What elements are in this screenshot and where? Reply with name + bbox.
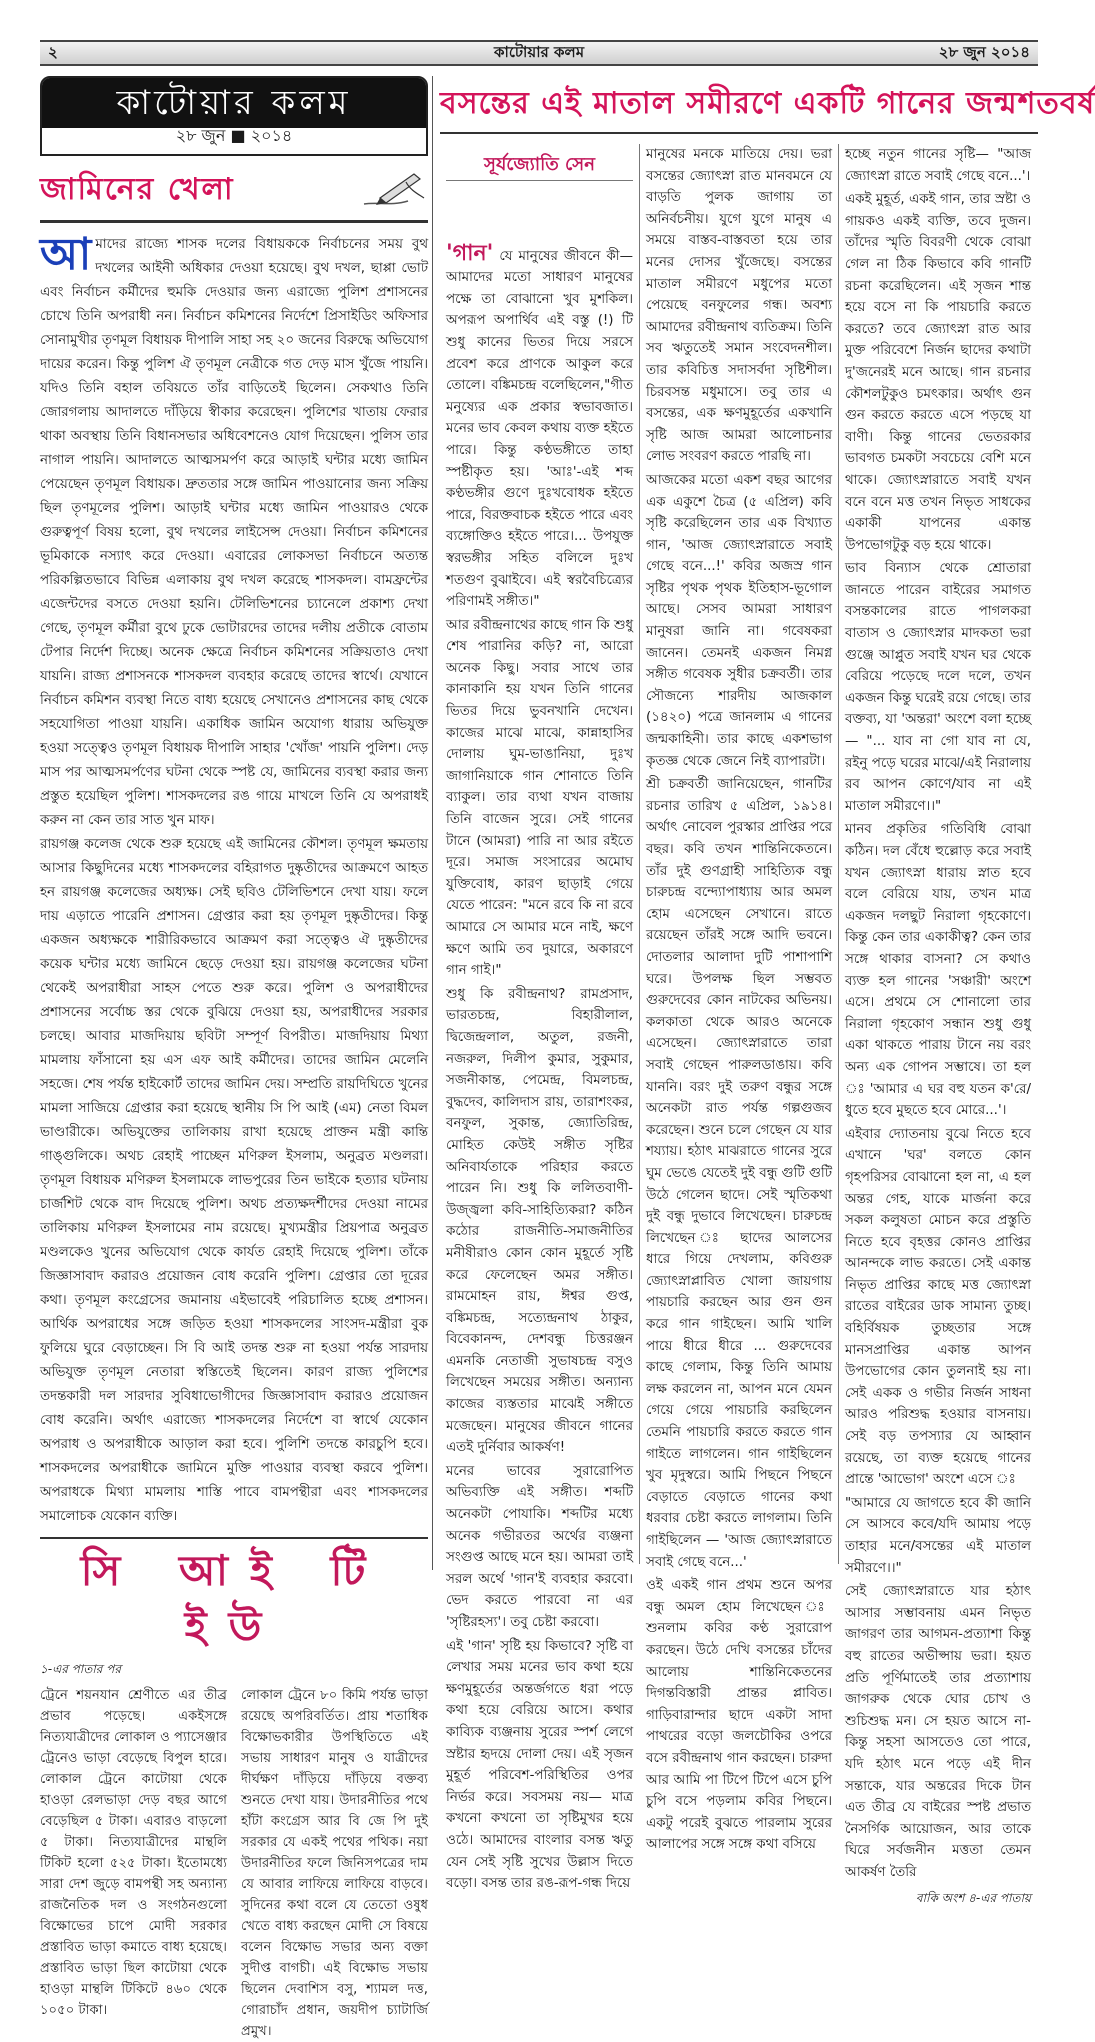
editorial-title: জামিনের খেলা (40, 171, 235, 207)
feature-col1-para-3: শুধু কি রবীন্দ্রনাথ? রামপ্রসাদ, ভারতচন্দ্র, বিহারীলাল, দ্বিজেন্দ্রলাল, অতুল, রজনী, নজরুল, দিলীপ কুমার, সুকুমার, সজনীকান্ত, পেমেন্দ্র, বিমলচন্দ্র, বুদ্ধদেব, কালিদাস রায়, তারাশংকর, বনফুল, সুকান্ত, জ্যোতিরিন্দ্র, মোহিত কেউই সঙ্গীত সৃষ্টির অনিবার্যতাকে পরিহার করতে পারেন নি। শুধু কি ললিতবাণী-উজ্জ্বলা কবি-সাহিত্যিকরা? কঠিন কঠোর রাজনীতি-সমাজনীতির মনীষীরাও কোন কোন মুহূর্তে সৃষ্টি করে ফেলেছেন অমর সঙ্গীত। রামমোহন রায়, ঈশ্বর গুপ্ত, বঙ্কিমচন্দ্র, সত্যেন্দ্রনাথ ঠাকুর, বিবেকানন্দ, দেশবন্ধু চিত্তরঞ্জন এমনকি নেতাজী সুভাষচন্দ্র বসুও লিখেছেন সময়ের সঙ্গীত। অন্যান্য কাজের ব্যস্ততার মাঝেই সঙ্গীতে মজেছেন। মানুষের জীবনে গানের এতই দুর্নিবার আকর্ষণ! (446, 986, 633, 1456)
lead-word: 'গান' (446, 240, 494, 266)
feature-col3-para-5: এইবার দ্যোতনায় বুঝে নিতে হবে এখানে 'ঘর' বলতে কোন গৃহপরিসর বোঝানো হল না, এ হল অন্তর গেহ, যাকে মার্জনা করে সকল কলুষতা মোচন করে প্রস্তুতি নিতে হবে বৃহত্তর কোনও প্রাপ্তির আনন্দকে লাভ করতে। সেই একান্ত নিভৃত প্রাপ্তির কাছে মত্ত জ্যোৎস্না রাতের বাইরের ডাক সামান্য তুচ্ছ। বহির্বিষয়ক তুচ্ছতার সঙ্গে মানসপ্রাপ্তির একান্ত আপন উপভোগের কোন তুলনাই হয় না। সেই একক ও গভীর নির্জন সাধনা আরও পরিশুদ্ধ হওয়ার বাসনায়। সেই বড় তপস্যার যে আহ্বান রয়েছে, তা ব্যক্ত হয়েছে গানের প্রান্তে 'আভোগ' অংশে এসে ঃ (845, 1126, 1031, 1488)
feature-col1-para-5: এই 'গান' সৃষ্টি হয় কিভাবে? সৃষ্টি বা লেখার সময় মনের ভাব কথা হয়ে ক্ষণমুহূর্তের অন্তর্জগতে ধরা পড়ে কথা হয়ে বেরিয়ে আসে। কথার কাব্যিক ব্যঞ্জনায় সুরের স্পর্শ লেগে স্রষ্টার হৃদয়ে দোলা দেয়। এই সৃজন মুহূর্ত পরিবেশ-পরিস্থিতির ওপর নির্ভর করে। সবসময় নয়— মাত্র কখনো কখনো তা সৃষ্টিমুখর হয়ে ওঠে। আমাদের বাংলার বসন্ত ঋতু যেন সেই সৃষ্টি সুখের উল্লাস দিতে বড়ো। বসন্ত তার রঙ-রূপ-গন্ধ দিয়ে (446, 1638, 633, 1892)
feature-col1-para-1-text: যে মানুষের জীবনে কী— আমাদের মতো সাধারণ মানুষের পক্ষে তা বোঝানো খুব মুশকিল। অপরূপ অপার্থিব এই বস্তু (!) টি শুধু কানের ভিতর দিয়ে সরসে প্রবেশ করে প্রাণকে আকুল করে তোলে। বঙ্কিমচন্দ্র বলেছিলেন,"গীত মনুষ্যের এক প্রকার স্বভাবজাত। মনের ভাব কেবল কথায় ব্যক্ত হইতে পারে। কিন্তু কণ্ঠভঙ্গীতে তাহা স্পষ্টীকৃত হয়। 'আঃ'-এই শব্দ কণ্ঠভঙ্গীর গুণে দুঃখবোধক হইতে পারে, বিরক্তবাচক হইতে পারে এবং ব্যঙ্গোক্তিও হইতে পারে।... উপযুক্ত স্বরভঙ্গীর সহিত বলিলে দুঃখ শতগুণ বুঝাইবে। এই স্বরবৈচিত্র্যের পরিণামই সঙ্গীত।" (446, 248, 633, 610)
feature-article (440, 76, 1095, 1905)
feature-column-1 (440, 144, 639, 1892)
masthead-date: ২৮ জুন ■ ২০১৪ (175, 126, 293, 145)
feature-col1-para-1 (446, 240, 633, 613)
citu-column-2: লোকাল ট্রেনে ৮০ কিমি পর্যন্ত ভাড়া রয়েছে অপরিবর্তিত। প্রায় শতাধিক বিক্ষোভকারীর উপস্থিতিতে এই সভায় সাধারণ মানুষ ও যাত্রীদের দীর্ঘক্ষণ দাঁড়িয়ে দাঁড়িয়ে বক্তব্য শুনতে দেখা যায়। উদারনীতির পথে হাঁটা কংগ্রেস আর বি জে পি দুই সরকার যে একই পথের পথিক। নয়া উদারনীতির ফলে জিনিসপত্রের দাম যে আবার লাফিয়ে লাফিয়ে বাড়বে। সুদিনের কথা বলে যে তেতো ওষুধ খেতে বাধ্য করছেন মোদী সে বিষয়ে বলেন বিক্ষোভ সভার অন্য বক্তা সুদীপ্ত বাগচী। এই বিক্ষোভ সভায় ছিলেন দেবাশিস বসু, শ্যামল দত্ত, গোরাচাঁদ প্রধান, জয়দীপ চ্যাটার্জি প্রমুখ। (241, 1688, 428, 2039)
feature-col2-para-2: আজকের মতো একশ বছর আগের এক একুশে চৈত্র (৫ এপ্রিল) কবি সৃষ্টি করেছিলেন তার এক বিখ্যাত গান, 'আজ জ্যোৎস্নারাতে সবাই গেছে বনে...!' কবির অজস্র গান সৃষ্টির পৃথক পৃথক ইতিহাস-ভূগোল আছে। সেসব আমরা সাধারণ মানুষরা জানি না। গবেষকরা জানেন। তেমনই একজন নিমগ্ন সঙ্গীত গবেষক সুধীর চক্রবর্তী। তার সৌজন্যে শারদীয় আজকাল (১৪২০) পত্রে জানলাম এ গানের জন্মকাহিনী। তার কাছে একশভাগ কৃতজ্ঞ থেকে জেনে নিই ব্যাপারটা। (646, 472, 832, 769)
editorial-rule (40, 220, 428, 223)
header-date: ২৮ জুন ২০১৪ (938, 42, 1030, 61)
feature-col2-para-4: ওই একই গান প্রথম শুনে অপর বন্ধু অমল হোম লিখেছেন ঃ শুনলাম কবির কণ্ঠ সুরারোপ করছেন। উঠে দেখি বসন্তের চাঁদের আলোয় শান্তিনিকেতনের দিগন্তবিস্তারী প্রান্তর প্লাবিত। গাড়িবারান্দার ছাদে একটা সাদা পাথরের বড়ো জলচৌকির ওপরে বসে রবীন্দ্রনাথ গান করছেন। চারুদা আর আমি পা টিপে টিপে এসে চুপি চুপি বসে পড়লাম কবির পিছনে। একটু পরেই বুঝতে পারলাম সুরের আলাপের সঙ্গে সঙ্গে কথা বসিয়ে (646, 1578, 832, 1853)
feature-columns (440, 144, 1038, 1905)
editorial-paragraph-1-text: মাদের রাজ্যে শাসক দলের বিধায়ককে নির্বাচনের সময় বুথ দখলের আইনী অধিকার দেওয়া হয়েছে। বুথ দখল, ছাপ্পা ভোট এবং নির্বাচন কর্মীদের হুমকি দেওয়ার জন্য এরাজ্যে পুলিশ প্রশাসনের চোখে তিনি অপরাধী নন। নির্বাচন কমিশনের নির্দেশে প্রিসাইডিং অফিসার সোনামুখীর তৃণমূল বিধায়ক দীপালি সাহা সহ ২০ জনের বিরুদ্ধে অভিযোগ দায়ের করেন। কিন্তু পুলিশ ঐ তৃণমূল নেত্রীকে গত দেড় মাস খুঁজে পায়নি। যদিও তিনি বহাল তবিয়তে তাঁর বাড়িতেই ছিলেন। সেকথাও তিনি জোরগলায় আদালতে দাঁড়িয়ে স্বীকার করেছেন। পুলিশের খাতায় ফেরার থাকা অবস্থায় তিনি বিধানসভার অধিবেশনেও যোগ দিয়েছেন। পুলিস তার নাগাল পায়নি। আদালতে আত্মসমর্পণ করে আড়াই ঘন্টার মধ্যে জামিন পেয়েছেন তৃণমূল বিধায়ক। দ্রুততার সঙ্গে জামিন পাওয়ানোর জন্য সক্রিয় ছিল তৃণমূলের পুলিশ। আড়াই ঘন্টার মধ্যে জামিন পাওয়ারও থেকে গুরুত্বপূর্ণ বিষয় হলো, বুথ দখলের লাইসেন্স দেওয়া। নির্বাচন কমিশনের ভূমিকাকে নস্যাৎ করে দেওয়া। এবারের লোকসভা নির্বাচনে অত্যন্ত পরিকল্পিতভাবে বিভিন্ন এলাকায় বুথ দখল করেছে শাসকদল। বামফ্রন্টের এজেন্টদের বসতে দেওয়া হয়নি। টেলিভিশনের চ্যানেলে প্রকাশ্য দেখা গেছে, তৃণমূল কর্মীরা বুথে ঢুকে ভোটারদের তাদের দলীয় প্রতীকে বোতাম টেপার নির্দেশ দিচ্ছে। অনেক ক্ষেত্রে নির্বাচন কমিশনের সক্রিয়তাও দেখা যায়নি। রাজ্য প্রশাসনকে শাসকদল ব্যবহার করেছে তাদের স্বার্থে। যেখানে নির্বাচন কমিশন ব্যবস্থা নিতে বাধ্য হয়েছে সেখানেও প্রশাসনের কাছ থেকে সহযোগিতা পাওয়া যায়নি। একাধিক জামিন অযোগ্য ধারায় অভিযুক্ত হওয়া সত্ত্বেও তৃণমূল বিধায়ক দীপালি সাহার 'খোঁজ' পায়নি পুলিশ। দেড় মাস পর আত্মসমর্পণের ঘটনা থেকে স্পষ্ট যে, জামিনের ব্যবস্থা করার জন্য প্রস্তুত হয়েছিল পুলিশ। শাসকদলের রঙ গায়ে মাখলে তিনি যে অপরাধই করুন না কেন তার সাত খুন মাফ। (40, 237, 428, 828)
feature-col3-para-6: "আমারে যে জাগতে হবে কী জানি সে আসবে কবে/যদি আমায় পড়ে তাহার মনে/বসন্তের এই মাতাল সমীরণে।।" (845, 1495, 1031, 1576)
pen-writing-icon (358, 168, 428, 212)
citu-column-1: ট্রেনে শয়নযান শ্রেণীতে এর তীব্র প্রভাব পড়েছে। একইসঙ্গে নিত্যযাত্রীদের লোকাল ও প্যাসেঞ্জার ট্রেনেও ভাড়া বেড়েছে বিপুল হারে। লোকাল ট্রেনে কাটোয়া থেকে হাওড়া রেলভাড়া দেড় বছর আগে বেড়েছিল ৫ টাকা। এবারও বাড়লো ৫ টাকা। নিত্যযাত্রীদের মান্থলি টিকিট হলো ৫২৫ টাকা। ইতোমধ্যে সারা দেশ জুড়ে বামপন্থী সহ অন্যান্য রাজনৈতিক দল ও সংগঠনগুলো বিক্ষোভের চাপে মোদী সরকার প্রস্তাবিত ভাড়া কমাতে বাধ্য হয়েছে। প্রস্তাবিত ভাড়া ছিল কাটোয়া থেকে হাওড়া মান্থলি টিকিটে ৪৬০ থেকে ১০৫০ টাকা। (40, 1688, 227, 2018)
feature-col3-para-7: সেই জ্যোৎস্নারাতে যার হঠাৎ আসার সম্ভাবনায় এমন নিভৃত জাগরণ তার আগমন-প্রত্যাশা কিন্তু বহু রাতের অভীপ্সায় ভরা। হয়ত প্রতি পূর্ণিমাতেই তার প্রত্যাশায় জাগরুক থেকে ঘোর চোখ ও শুচিশুদ্ধ মন। সে হয়ত আসে না-কিন্তু সহসা আসতেও তো পারে, যদি হঠাৎ মনে পড়ে এই দীন সন্তাকে, যার অন্তরের দিকে টান এত তীব্র যে বাইরের স্পষ্ট প্রভাত নৈসর্গিক আয়োজন, আর তাকে ঘিরে সর্বজনীন মত্ততা তেমন আকর্ষণ তৈরি (845, 1584, 1031, 1880)
header-paper-name: কাটোয়ার কলম (493, 42, 585, 61)
left-column (40, 76, 428, 2039)
masthead (40, 76, 428, 156)
editorial-dropcap: আ (40, 229, 92, 280)
feature-byline: সূর্যজ্যোতি সেন (446, 144, 633, 181)
feature-headline: বসন্তের এই মাতাল সমীরণে একটি গানের জন্মশতবর্ষ (440, 76, 1038, 134)
column-divider (432, 76, 433, 1570)
editorial-paragraph-2: রায়গঞ্জ কলেজ থেকে শুরু হয়েছে এই জামিনের কৌশল। তৃণমূল ক্ষমতায় আসার কিছুদিনের মধ্যে শাসকদলের বহিরাগত দুষ্কৃতীদের আক্রমণে আহত হন রায়গঞ্জ কলেজের অধ্যক্ষ। সেই ছবিও টেলিভিশনে দেখা যায়। ফলে দায় এড়াতে পারেনি প্রশাসন। গ্রেপ্তার করা হয় তৃণমূল দুষ্কৃতীদের। কিন্তু একজন অধ্যক্ষকে শারীরিকভাবে আক্রমণ করা সত্ত্বেও ঐ দুষ্কৃতীদের কয়েক ঘন্টার মধ্যে জামিনে ছেড়ে দেওয়া হয়। রায়গঞ্জ কলেজের ঘটনা থেকেই অপরাধীরা সাহস পেতে শুরু করে। পুলিশ ও অপরাধীদের প্রশাসনের সর্বোচ্চ স্তর থেকে বুঝিয়ে দেওয়া হয়, অপরাধীদের সরকার চলছে। আবার মাজদিয়ায় ছবিটা সম্পূর্ণ বিপরীত। মাজদিয়ায় মিথ্যা মামলায় ফাঁসানো হয় এস এফ আই কর্মীদের। তাদের জামিন মেলেনি সহজে। শেষ পর্যন্ত হাইকোর্ট তাদের জামিন দেয়। সম্প্রতি রায়দিঘিতে খুনের মামলা সাজিয়ে গ্রেপ্তার করা হয়েছে স্থানীয় সি পি আই (এম) নেতা বিমল ভাণ্ডারীকে। অভিযুক্তের তালিকায় রাখা হয়েছে প্রাক্তন মন্ত্রী কান্তি গাঙ্গুলিকে। অথচ রেহাই পাচ্ছেন মণিরুল ইসলাম, অনুব্রত মণ্ডলরা। তৃণমূল বিধায়ক মণিরুল ইসলামকে লাভপুরের তিন ভাইকে হত্যার ঘটনায় চার্জশিট থেকে বাদ দিয়েছে পুলিশ। অথচ প্রত্যক্ষদর্শীদের দেওয়া নামের তালিকায় মণিরুল ইসলামের নাম রয়েছে। মুখ্যমন্ত্রীর প্রিয়পাত্র অনুব্রত মণ্ডলকেও খুনের অভিযোগ থেকে কার্যত রেহাই দিয়েছে পুলিশ। তাঁকে জিজ্ঞাসাবাদ করারও প্রয়োজন বোধ করেনি পুলিশ। গ্রেপ্তার তো দূরের কথা। তৃণমূল কংগ্রেসের জমানায় এইভাবেই পরিচালিত হচ্ছে প্রশাসন। আর্থিক অপরাধের সঙ্গে জড়িত হওয়া শাসকদলের সাংসদ-মন্ত্রীরা বুক ফুলিয়ে ঘুরে বেড়াচ্ছেন। সি বি আই তদন্ত শুরু না হওয়া পর্যন্ত সারদায় অভিযুক্ত তৃণমূল নেতারা স্বস্তিতেই ছিলেন। কারণ রাজ্য পুলিশের তদন্তকারী দল সারদার সুবিধাভোগীদের জিজ্ঞাসাবাদ করারও প্রয়োজন বোধ করেনি। অর্থাৎ এরাজ্যে শাসকদলের নির্দেশে বা স্বার্থে যেকোন অপরাধ ও অপরাধীকে আড়াল করা হবে। পুলিশি তদন্তে কারচুপি হবে। শাসকদলের অপরাধীকে জামিনে মুক্তি পাওয়ার ব্যবস্থা করবে পুলিশ। অপরাধকে মিথ্যা মামলায় শাস্তি পাবে বামপন্থীরা এবং শাসকদলের সমালোচক যেকোন ব্যক্তি। (40, 837, 428, 1524)
page-number: ২ (48, 42, 58, 61)
editorial-header (40, 168, 428, 212)
feature-col3-para-4: মানব প্রকৃতির গতিবিধি বোঝা কঠিন। দল বেঁধে হুল্লোড় করে সবাই যখন জ্যোৎস্না ধারায় স্নাত হবে বলে বেরিয়ে যায়, তখন মাত্র একজন দলছুট নিরালা গৃহকোণে। কিন্তু কেন তার একাকীত্ব? কেন তার সঙ্গে থাকার বাসনা? সে কথাও ব্যক্ত হল গানের 'সঞ্চারী' অংশে এসে। প্রথমে সে শোনালো তার নিরালা গৃহকোণ সন্ধান শুধু গুধু একা থাকতে পারায় টানে নয় বরং অন্য এক গোপন সম্ভাষে। তা হল ঃ 'আমার এ ঘর বহু যতন ক'রে/ধুতে হবে মুছতে হবে মোরে...'। (845, 822, 1031, 1119)
citu-rule (40, 1537, 428, 1539)
feature-col1-para-4: মনের ভাবের সুরারোপিত অভিব্যক্তি এই সঙ্গীত। শব্দটি অনেকটা পোযাকি। শব্দটির মধ্যে অনেক গভীরতর অর্থের ব্যঞ্জনা সংগুপ্ত আছে মনে হয়। আমরা তাই সরল অর্থে 'গান'ই ব্যবহার করবো। ভেদ করতে পারবো না এর 'সৃষ্টিরহস্য'। তবু চেষ্টা করবো। (446, 1463, 633, 1630)
feature-col3-para-2: একই মুহূর্ত, একই গান, তার স্রষ্টা ও গায়কও একই ব্যক্তি, তবে দুজন। তাঁদের স্মৃতি বিবরণী থেকে বোঝা গেল না ঠিক কিভাবে কবি গানটি রচনা করেছিলেন। এই সৃজন শান্ত হয়ে বসে না কি পায়চারি করতে করতে? তবে জ্যোৎস্না রাত আর মুক্ত পরিবেশে নির্জন ছাদের কথাটা দু'জনেরই মনে আছে। গান রচনার কৌশলটুকুও চমৎকার। অর্থাৎ গুন গুন করতে করতে এসে পড়ছে যা বাণী। কিন্তু গানের ভেতরকার ভাবগত চমকটা সবচেয়ে বেশি মনে থাকে। জ্যোৎস্নারাতে সবাই যখন বনে বনে মত্ত তখন নিভৃত সাধকের একাকী যাপনের একান্ত উপভোগটুকু বড় হয়ে থাকে। (845, 192, 1031, 553)
feature-column-3 (838, 144, 1037, 1905)
feature-col2-para-1: মানুষের মনকে মাতিয়ে দেয়। ভরা বসন্তের জ্যোৎস্না রাত মানবমনে যে বাড়তি পুলক জাগায় তা অনির্বচনীয়। যুগে যুগে মানুষ এ সময়ে বাস্তব-বাস্তবতা হয়ে তার মনের দোসর খুঁজেছে। বসন্তের মাতাল সমীরণে মধুপের মতো পেয়েছে বনফুলের গন্ধ। অবশ্য আমাদের রবীন্দ্রনাথ ব্যতিক্রম। তিনি সব ঋতুতেই সমান সংবেদনশীল। তার কবিচিত্ত সদাসর্বদা সৃষ্টিশীল। চিরবসন্ত মধুমাসে। তবু তার এ বসন্তের, এক ক্ষণমুহূর্তের একখানি সৃষ্টি আজ আমরা আলোচনার লোভ সংবরণ করতে পারছি না। (646, 147, 832, 465)
citu-body (40, 1685, 428, 2042)
citu-headline: সি আই টি ইউ (80, 1546, 388, 1651)
editorial-paragraph-1 (40, 229, 428, 833)
feature-col3-para-3: ভাব বিন্যাস থেকে শ্রোতারা জানতে পারেন বাইরের সমাগত বসন্তকালের রাতে পাগলকরা বাতাস ও জ্যোৎস্নার মাদকতা ভরা গুঞ্জে আপ্লুত সবাই যখন ঘর থেকে বেরিয়ে পড়েছে দলে দলে, তখন একজন কিন্তু ঘরেই রয়ে গেছে। তার বক্তব্য, যা 'অন্তরা' অংশে বলা হচ্ছে — "... যাব না গো যাব না যে, রইনু পড়ে ঘরের মাঝে/এই নিরালায় রব আপন কোণে/যাব না এই মাতাল সমীরণে।।" (845, 561, 1031, 814)
masthead-title: কাটোয়ার কলম (42, 78, 426, 128)
continued-note: বাকি অংশ ৪-এর পাতায় (915, 1890, 1031, 1905)
feature-col3-para-1: হচ্ছে নতুন গানের সৃষ্টি— "আজ জ্যোৎস্না রাতে সবাই গেছে বনে...'। (845, 147, 1031, 184)
page-header-bar (40, 40, 1038, 66)
feature-column-2 (639, 144, 838, 1853)
feature-col2-para-3: শ্রী চক্রবর্তী জানিয়েছেন, গানটির রচনার তারিখ ৫ এপ্রিল, ১৯১৪। অর্থাৎ নোবেল পুরস্কার প্রাপ্তির পরে বছর। কবি তখন শান্তিনিকেতনে। তাঁর দুই গুণগ্রাহী সাহিত্যিক বন্ধু চারুচন্দ্র বন্দ্যোপাধ্যায় আর অমল হোম এসেছেন সেখানে। রাতে রয়েছেন তাঁরই সঙ্গে আদি ভবনে। দোতলার আলাদা দুটি পাশাপাশি ঘরে। উপলক্ষ ছিল সম্ভবত গুরুদেবের কোন নাটকের অভিনয়। কলকাতা থেকে আরও অনেকে এসেছেন। জ্যোৎস্নারাতে তারা সবাই গেছেন পারুলডাঙায়। কবি যাননি। বরং দুই তরুণ বন্ধুর সঙ্গে অনেকটা রাত পর্যন্ত গল্পগুজব করেছেন। শুনে চলে গেছেন যে যার শয্যায়। হঠাৎ মাঝরাতে গানের সুরে ঘুম ভেঙে যেতেই দুই বন্ধু গুটি গুটি উঠে গেলেন ছাদে। সেই স্মৃতিকথা দুই বন্ধু দুভাবে লিখেছেন। চারুচন্দ্র লিখেছেন ঃ ছাদের আলসের ধারে গিয়ে দেখলাম, কবিগুরু জ্যোৎস্নাপ্লাবিত খোলা জায়গায় পায়চারি করছেন আর গুন গুন করে গান গাইছেন। আমি খালি পায়ে ধীরে ধীরে ... গুরুদেবের কাছে গেলাম, কিন্তু তিনি আমায় লক্ষ করলেন না, আপন মনে যেমন গেয়ে গেয়ে পায়চারি করছিলেন তেমনি পায়চারি করতে করতে গান গাইতে লাগলেন। গান গাইছিলেন খুব মৃদুস্বরে। আমি পিছনে পিছনে বেড়াতে বেড়াতে গানের কথা ধরবার চেষ্টা করতে লাগলাম। তিনি গাইছিলেন — 'আজ জ্যোৎস্নারাতে সবাই গেছে বনে...' (646, 777, 832, 1570)
citu-continued-from: ১-এর পাতার পর (40, 1662, 121, 1676)
feature-col1-para-2: আর রবীন্দ্রনাথের কাছে গান কি শুধু শেষ পারানির কড়ি? না, আরো অনেক কিছু। সবার সাথে তার কানাকানি হয় যখন তিনি গানের ভিতর দিয়ে ভুবনখানি দেখেন। কাজের মাঝে মাঝে, কান্নাহাসির দোলায় ঘুম-ভাঙানিয়া, দুঃখ জাগানিয়াকে গান শোনাতে তিনি ব্যাকুল। তার ব্যথা যখন বাজায় তিনি বাজেন সুরে। সেই গানের টানে (আমরা) পারি না আর রইতে দূরে। সমাজ সংসারের অমোঘ যুক্তিবোধ, কারণ ছাড়াই গেয়ে যেতে পারেন: "মনে রবে কি না রবে আমারে সে আমার মনে নাই, ক্ষণে ক্ষণে আমি তব দুয়ারে, অকারণে গান গাই।" (446, 617, 633, 979)
